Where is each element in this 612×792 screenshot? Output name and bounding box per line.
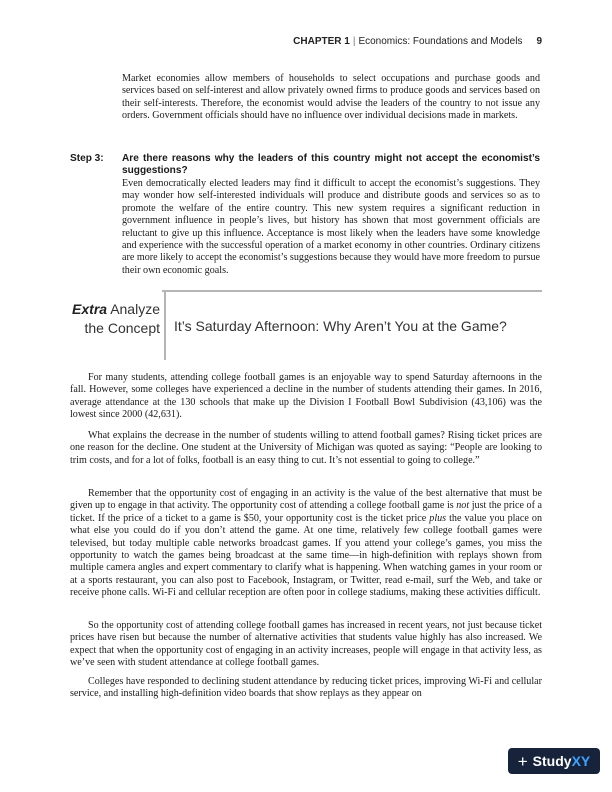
step-3-answer: Even democratically elected leaders may find it difficult to accept the economist’s suggestions. They may wonder how self-interested individuals will produce and distribute goods and services so as to promote the welfare of the entire country. This new system requires a significant reduction in government influence in people’s lives, but history has shown that most government officials are reluctant to give up this influence. Acceptance is most likely when the leaders have some knowledge and experience with the successful operation of a market economy in other countries. Ordinary citizens are more likely to accept the economist’s suggestions because they would have more freedom to pursue their own economic goals. [122, 178, 540, 276]
box-top-rule [162, 290, 542, 292]
emphasis-not: not [456, 500, 470, 512]
emphasis-plus: plus [429, 512, 447, 524]
box-title: It’s Saturday Afternoon: Why Aren’t You at the Game? [174, 318, 507, 334]
chapter-title: Economics: Foundations and Models [358, 36, 523, 47]
extra-analyze-label [72, 300, 160, 338]
body-paragraph-2: What explains the decrease in the number of students willing to attend football games? Rising ticket prices are one reason for the decline. One student at the University of Michigan was quoted as saying: “People are looking to trim costs, and for a lot of folks, football is an easy thing to cut. It’s not essential to going to college.” [70, 430, 542, 466]
extra-analyze-box [70, 290, 542, 360]
intro-paragraph: Market economies allow members of households to select occupations and purchase goods and services based on self-interest and allow privately owned firms to produce goods and services based on their self-interests. Therefore, the economist would advise the leaders of the country to not issue any orders. Government officials should have no influence over individual decisions made in markets. [122, 73, 540, 122]
logo-study: Study [532, 753, 572, 769]
body-paragraph-4: So the opportunity cost of attending college football games has increased in recent years, not just because ticket prices have risen but because the number of alternative activities that students value highly has also increased. We expect that when the opportunity cost of engaging in an activity increases, people will engage in that activity less, as we’ve seen with student attendance at college football games. [70, 620, 542, 669]
analyze-word: Analyze [110, 301, 160, 317]
step-3-question: Are there reasons why the leaders of this country might not accept the economist’s suggestions? [122, 153, 540, 177]
running-header [293, 36, 542, 47]
logo-xy: XY [571, 753, 591, 769]
body-paragraph-3: Remember that the opportunity cost of engaging in an activity is the value of the best alternative that must be given up to engage in that activity. The opportunity cost of attending a college football game is not just the price of a ticket. If the price of a ticket to a game is $50, your opportunity cost is the ticket price plus the value you place on what else you could do if you don’t attend the game. At one time, relatively few college football games were televised, but today multiple cable networks broadcast games. If you attend your college’s games, you miss the opportunity to watch the games being broadcast at the same time—in high-definition with replays shown from multiple camera angles and expert commentary to clarify what is happening. When watching games in your room or at a sports restaurant, you can also post to Facebook, Instagram, or Twitter, read e-mail, surf the Web, and take or receive phone calls. Wi-Fi and cellular reception are often poor in college stadiums, making these activities difficult. [70, 488, 542, 599]
plus-icon: + [517, 751, 528, 771]
body-paragraph-1: For many students, attending college football games is an enjoyable way to spend Saturday afternoons in the fall. However, some colleges have experienced a decline in the number of students attending their games. In 2016, average attendance at the 130 schools that make up the Division I Football Bowl Subdivision (43,106) was the lowest since 2000 (42,631). [70, 372, 542, 421]
chapter-label: CHAPTER 1 [293, 36, 350, 47]
studyxy-logo [508, 748, 600, 774]
header-separator: | [352, 36, 356, 47]
body-paragraph-5: Colleges have responded to declining student attendance by reducing ticket prices, improving Wi-Fi and cellular service, and installing high-definition video boards that show replays as they appear on [70, 676, 542, 700]
page-number: 9 [536, 36, 542, 47]
the-concept-label: the Concept [84, 320, 160, 336]
box-vertical-rule [164, 290, 166, 360]
extra-word: Extra [72, 301, 108, 317]
step-3-label: Step 3: [70, 153, 104, 164]
